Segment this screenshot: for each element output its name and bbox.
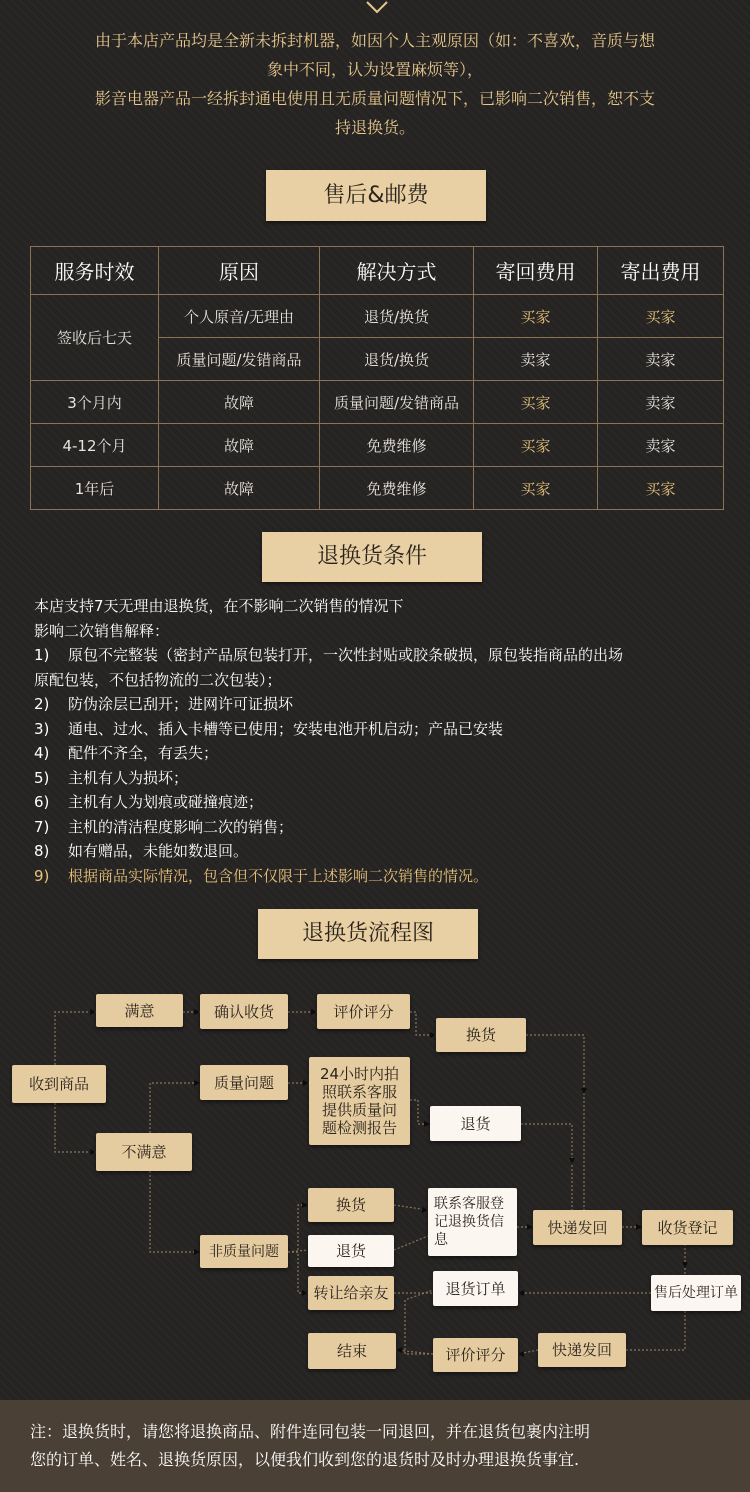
item-text: 防伪涂层已刮开；进网许可证损坏 <box>68 695 294 713</box>
table-cell: 1年后 <box>31 467 159 510</box>
flow-node-end: 结束 <box>308 1333 396 1369</box>
item-number: 5) <box>34 768 50 787</box>
intro-line: 影音电器产品一经拆封通电使用且无质量问题情况下，已影响二次销售，恕不支 <box>94 89 655 108</box>
table-cell: 买家 <box>474 381 598 424</box>
item-text: 主机的清洁程度影响二次的销售； <box>68 817 294 836</box>
table-cell: 个人原音/无理由 <box>159 295 320 338</box>
item-number: 8) <box>34 842 50 860</box>
flow-node-satisfied: 满意 <box>96 994 183 1027</box>
flow-node-receipt-register: 收货登记 <box>642 1210 733 1245</box>
conditions-intro: 影响二次销售解释： <box>34 621 170 640</box>
note-line: 您的订单、姓名、退换货原因，以便我们收到您的退货时及时办理退换货事宜. <box>30 1450 580 1469</box>
item-number: 2) <box>34 695 50 713</box>
flow-node-receive: 收到商品 <box>12 1065 106 1103</box>
flow-node-unsatisfied: 不满意 <box>96 1133 192 1171</box>
intro-line: 象中不同，认为设置麻烦等）， <box>266 60 483 79</box>
conditions-intro: 本店支持7天无理由退换货，在不影响二次销售的情况下 <box>34 597 404 615</box>
flow-node-transfer-to-friend: 转让给亲友 <box>308 1276 394 1310</box>
flow-section-title: 退换货流程图 <box>258 909 478 959</box>
header-cell: 寄出费用 <box>598 247 724 295</box>
intro-line: 由于本店产品均是全新未拆封机器，如因个人主观原因（如：不喜欢，音质与想 <box>94 31 655 50</box>
table-cell: 卖家 <box>598 338 724 381</box>
table-cell: 买家 <box>474 424 598 467</box>
item-number: 4) <box>34 744 50 762</box>
item-text: 主机有人为损坏； <box>68 768 189 787</box>
flow-node-report-quality: 24小时内拍照联系客服提供质量问题检测报告 <box>309 1057 410 1145</box>
table-cell: 卖家 <box>474 338 598 381</box>
note-line: 注：退换货时，请您将退换商品、附件连同包装一同退回，并在退货包裹内注明 <box>30 1422 591 1441</box>
item-number: 1) <box>34 646 50 664</box>
flow-node-exchange: 换货 <box>308 1188 394 1222</box>
table-cell: 买家 <box>598 467 724 510</box>
item-text: 如有赠品，未能如数退回。 <box>68 842 249 860</box>
table-cell: 故障 <box>159 381 320 424</box>
intro-line: 持退换货。 <box>334 118 415 137</box>
table-cell: 买家 <box>474 295 598 338</box>
item-number: 7) <box>34 817 50 836</box>
flow-node-return: 退货 <box>308 1235 394 1267</box>
item-number: 3) <box>34 719 50 738</box>
table-cell: 买家 <box>598 295 724 338</box>
table-cell: 质量问题/发错商品 <box>320 381 474 424</box>
item-text: 通电、过水、插入卡槽等已使用；安装电池开机启动；产品已安装 <box>68 719 504 738</box>
table-cell: 4-12个月 <box>31 424 159 467</box>
item-text: 主机有人为划痕或碰撞痕迹； <box>68 793 264 811</box>
header-cell: 原因 <box>159 247 320 295</box>
item-number: 9) <box>34 866 50 885</box>
flow-node-review: 评价评分 <box>433 1338 518 1372</box>
flow-node-exchange: 换货 <box>436 1018 526 1052</box>
flow-node-return-order: 退货订单 <box>433 1271 518 1306</box>
table-cell: 3个月内 <box>31 381 159 424</box>
item-text: 配件不齐全，有丢失； <box>68 744 219 762</box>
table-cell: 退货/换货 <box>320 338 474 381</box>
item-number: 6) <box>34 793 50 811</box>
table-cell: 质量问题/发错商品 <box>159 338 320 381</box>
flow-node-confirm-receipt: 确认收货 <box>200 994 288 1029</box>
table-cell: 卖家 <box>598 381 724 424</box>
conditions-section-title: 退换货条件 <box>262 532 482 582</box>
flow-node-non-quality-issue: 非质量问题 <box>200 1235 288 1268</box>
flow-node-ship-back: 快递发回 <box>538 1333 626 1367</box>
header-cell: 解决方式 <box>320 247 474 295</box>
flow-node-quality-issue: 质量问题 <box>200 1065 288 1100</box>
table-cell: 故障 <box>159 424 320 467</box>
table-cell: 签收后七天 <box>31 295 159 381</box>
table-cell: 退货/换货 <box>320 295 474 338</box>
note-text <box>30 1418 730 1474</box>
item-text: 原包不完整装（密封产品原包装打开，一次性封贴或胶条破损，原包装指商品的出场 <box>68 646 624 664</box>
flow-node-ship-back: 快递发回 <box>533 1210 622 1245</box>
flow-node-return: 退货 <box>430 1106 521 1141</box>
list-item-continuation: 原配包装，不包括物流的二次包装）； <box>34 670 282 689</box>
table-cell: 免费维修 <box>320 424 474 467</box>
flow-node-review: 评价评分 <box>317 994 410 1029</box>
header-cell: 服务时效 <box>31 247 159 295</box>
table-cell: 买家 <box>474 467 598 510</box>
flow-node-contact-service: 联系客服登记退换货信息 <box>428 1188 517 1256</box>
fees-section-title: 售后&邮费 <box>266 170 486 221</box>
header-cell: 寄回费用 <box>474 247 598 295</box>
flow-node-after-sales-order: 售后处理订单 <box>651 1275 741 1311</box>
table-cell: 免费维修 <box>320 467 474 510</box>
item-text: 根据商品实际情况，包含但不仅限于上述影响二次销售的情况。 <box>68 866 489 885</box>
table-cell: 卖家 <box>598 424 724 467</box>
table-cell: 故障 <box>159 467 320 510</box>
